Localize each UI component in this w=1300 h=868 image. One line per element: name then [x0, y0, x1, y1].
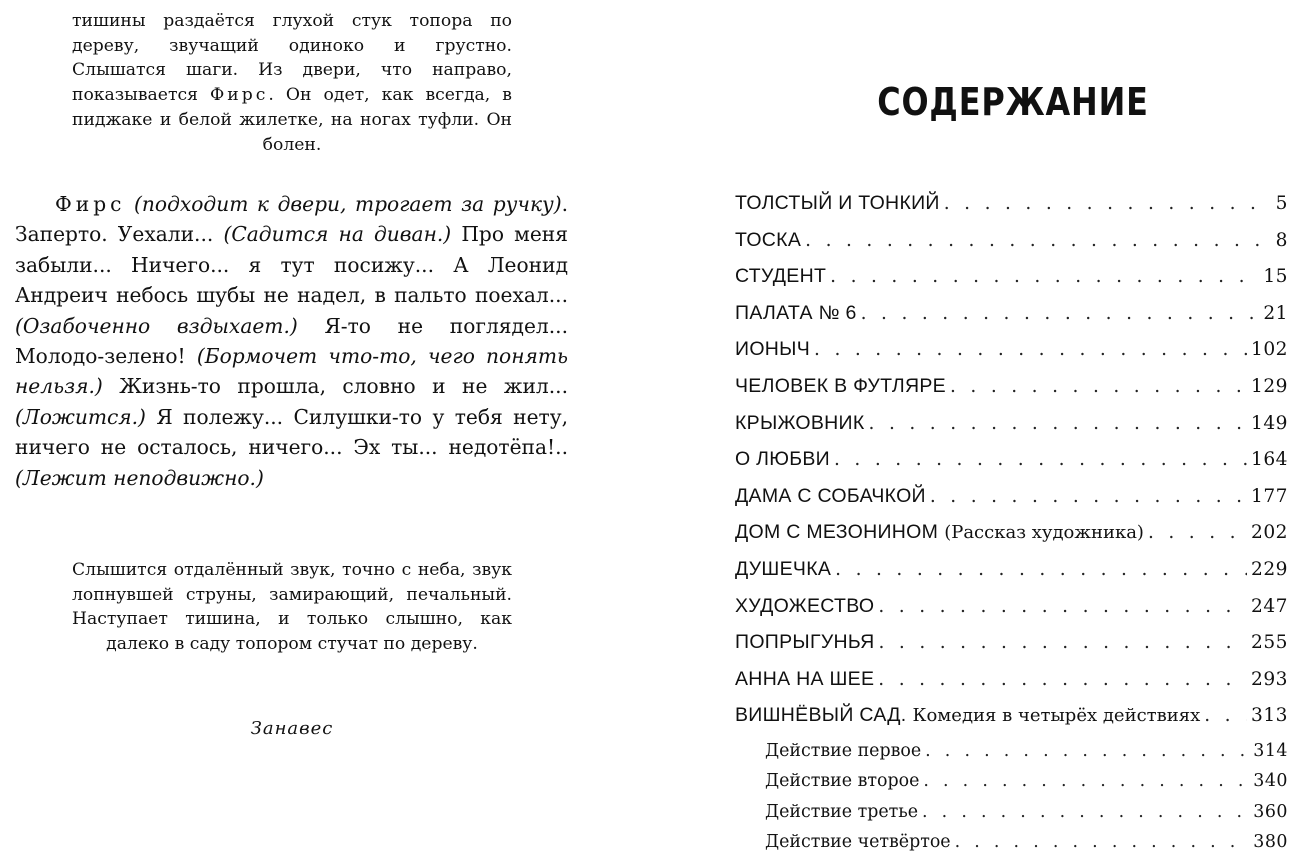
stage-remark-4: (Бормочет что-то, чего понять нельзя.)	[15, 344, 568, 399]
speaker-name: Фирс	[55, 192, 126, 216]
toc-entry-page: 313	[1251, 705, 1288, 727]
toc-entry-title: ДОМ С МЕЗОНИНОМ	[735, 521, 939, 544]
toc-entry-title: АННА НА ШЕЕ	[735, 667, 875, 690]
toc-entry[interactable]	[735, 412, 1288, 449]
toc-entry[interactable]	[735, 375, 1288, 412]
stage-direction-top	[72, 9, 512, 157]
toc-leader-dots	[923, 771, 1249, 791]
toc-entry[interactable]	[735, 668, 1288, 705]
toc-sub-entry[interactable]	[735, 802, 1288, 832]
toc-entry-page: 247	[1251, 595, 1288, 617]
toc-leader-dots	[830, 266, 1259, 287]
toc-leader-dots	[869, 413, 1247, 434]
toc-entry[interactable]	[735, 558, 1288, 595]
toc-leader-dots	[922, 802, 1249, 822]
toc-entry-page: 5	[1275, 193, 1288, 214]
stage-direction-top-text-2: . Он одет, как всегда, в пиджаке и белой жилетке, на ногах туфли. Он болен.	[72, 85, 512, 155]
toc-entry[interactable]	[735, 265, 1288, 302]
toc-sub-entry-page: 314	[1253, 740, 1288, 761]
toc-sub-entry[interactable]	[735, 741, 1288, 771]
toc-leader-dots	[1204, 705, 1247, 726]
toc-entry-title: ПОПРЫГУНЬЯ	[735, 631, 875, 654]
toc-sub-entry[interactable]	[735, 832, 1288, 862]
toc-entry-page: 102	[1251, 339, 1288, 361]
toc-entry[interactable]	[735, 302, 1288, 339]
stage-remark-2: (Садится на диван.)	[223, 222, 452, 247]
stage-remark-3: (Озабоченно вздыхает.)	[15, 313, 298, 338]
toc-entry[interactable]	[735, 595, 1288, 632]
toc-sub-entry-title: Действие первое	[765, 740, 922, 761]
toc-entry-page: 202	[1251, 522, 1288, 544]
toc-leader-dots	[834, 449, 1247, 470]
toc-list	[735, 192, 1288, 862]
toc-sub-entry[interactable]	[735, 771, 1288, 801]
toc-entry-title: СТУДЕНТ	[735, 265, 827, 288]
toc-entry[interactable]	[735, 704, 1288, 741]
toc-entry-page: 15	[1263, 266, 1288, 288]
toc-sub-entry-page: 340	[1253, 771, 1288, 792]
dialogue-text-4: Жизнь-то прошла, словно и не жил...	[119, 374, 568, 399]
toc-leader-dots	[861, 303, 1260, 324]
toc-entry-page: 129	[1251, 375, 1288, 397]
toc-entry-page: 149	[1251, 412, 1288, 434]
toc-entry-page: 8	[1275, 229, 1288, 251]
toc-entry-title: ЧЕЛОВЕК В ФУТЛЯРЕ	[735, 374, 946, 397]
toc-leader-dots	[1148, 522, 1247, 543]
right-page	[700, 0, 1300, 868]
toc-entry-title: КРЫЖОВНИК	[735, 411, 865, 434]
toc-entry[interactable]	[735, 192, 1288, 229]
toc-entry-page: 293	[1251, 668, 1288, 690]
toc-entry[interactable]	[735, 485, 1288, 522]
toc-leader-dots	[878, 596, 1247, 617]
dialogue-text-1: . Заперто. Уехали...	[15, 192, 569, 247]
toc-title: СОДЕРЖАНИЕ	[877, 80, 1149, 124]
toc-entry[interactable]	[735, 521, 1288, 558]
toc-entry-page: 177	[1251, 485, 1288, 507]
dialogue-text-5: Я полежу... Силушки-то у тебя нету, ничего не осталось, ничего... Эх ты... недотёпа!..	[15, 404, 568, 460]
stage-direction-character-name: Фирс	[210, 85, 269, 106]
toc-leader-dots	[955, 832, 1250, 852]
curtain-label: Занавес	[250, 718, 334, 739]
stage-remark-6: (Лежит неподвижно.)	[15, 465, 264, 490]
stage-direction-top-text-1: тишины раздаётся глухой стук топора по дереву, звучащий одиноко и грустно. Слышатся шаги. Из двери, что направо, показывается	[72, 11, 512, 106]
toc-entry-page: 164	[1251, 449, 1288, 471]
toc-entry-page: 21	[1263, 302, 1288, 324]
stage-direction-bottom: Слышится отдалённый звук, точно с неба, звук лопнувшей струны, замирающий, печальный. Наступает тишина, и только слышно, как далеко в саду топором стучат по дереву.	[72, 560, 512, 655]
toc-leader-dots	[950, 376, 1247, 397]
toc-sub-entry-title: Действие третье	[765, 801, 919, 822]
toc-entry-title: ТОЛСТЫЙ И ТОНКИЙ	[735, 192, 940, 214]
toc-entry-subtitle: (Рассказ художника)	[944, 522, 1144, 544]
dialogue-text-2: Про меня забыли... Ничего... я тут посижу... А Леонид Андреич небось шубы не надел, в пальто поехал...	[15, 222, 568, 308]
toc-entry-title: О ЛЮБВИ	[735, 448, 831, 471]
toc-leader-dots	[930, 486, 1247, 507]
toc-entry-page: 229	[1251, 558, 1288, 580]
toc-sub-entry-page: 360	[1253, 801, 1288, 822]
stage-remark-1: (подходит к двери, трогает за ручку)	[134, 192, 562, 216]
toc-leader-dots	[944, 193, 1272, 214]
toc-leader-dots	[835, 559, 1247, 580]
toc-entry-title: ДУШЕЧКА	[735, 557, 832, 580]
toc-entry-title: ВИШНЁВЫЙ САД.	[735, 704, 907, 727]
toc-entry-page: 255	[1251, 632, 1288, 654]
firs-monologue	[15, 189, 568, 493]
toc-leader-dots	[878, 669, 1247, 690]
toc-entry-subtitle: Комедия в четырёх действиях	[912, 705, 1201, 727]
toc-leader-dots	[805, 230, 1272, 251]
toc-leader-dots	[879, 632, 1248, 653]
toc-entry[interactable]	[735, 338, 1288, 375]
stage-remark-5: (Ложится.)	[15, 404, 146, 429]
toc-entry-title: ХУДОЖЕСТВО	[735, 594, 875, 617]
toc-entry-title: ПАЛАТА № 6	[735, 301, 857, 324]
left-page	[0, 0, 600, 868]
toc-sub-entry-title: Действие четвёртое	[765, 832, 951, 853]
toc-leader-dots	[814, 339, 1247, 360]
toc-entry-title: ИОНЫЧ	[735, 338, 811, 361]
toc-sub-entry-page: 380	[1253, 832, 1288, 853]
toc-sub-entry-title: Действие второе	[765, 771, 920, 792]
toc-entry[interactable]	[735, 448, 1288, 485]
toc-entry[interactable]	[735, 631, 1288, 668]
toc-entry-title: ТОСКА	[735, 228, 802, 251]
dialogue-text-3: Я-то не поглядел... Молодо-зелено!	[15, 313, 568, 369]
toc-entry-title: ДАМА С СОБАЧКОЙ	[735, 484, 926, 507]
toc-entry[interactable]	[735, 229, 1288, 266]
toc-leader-dots	[925, 741, 1249, 761]
